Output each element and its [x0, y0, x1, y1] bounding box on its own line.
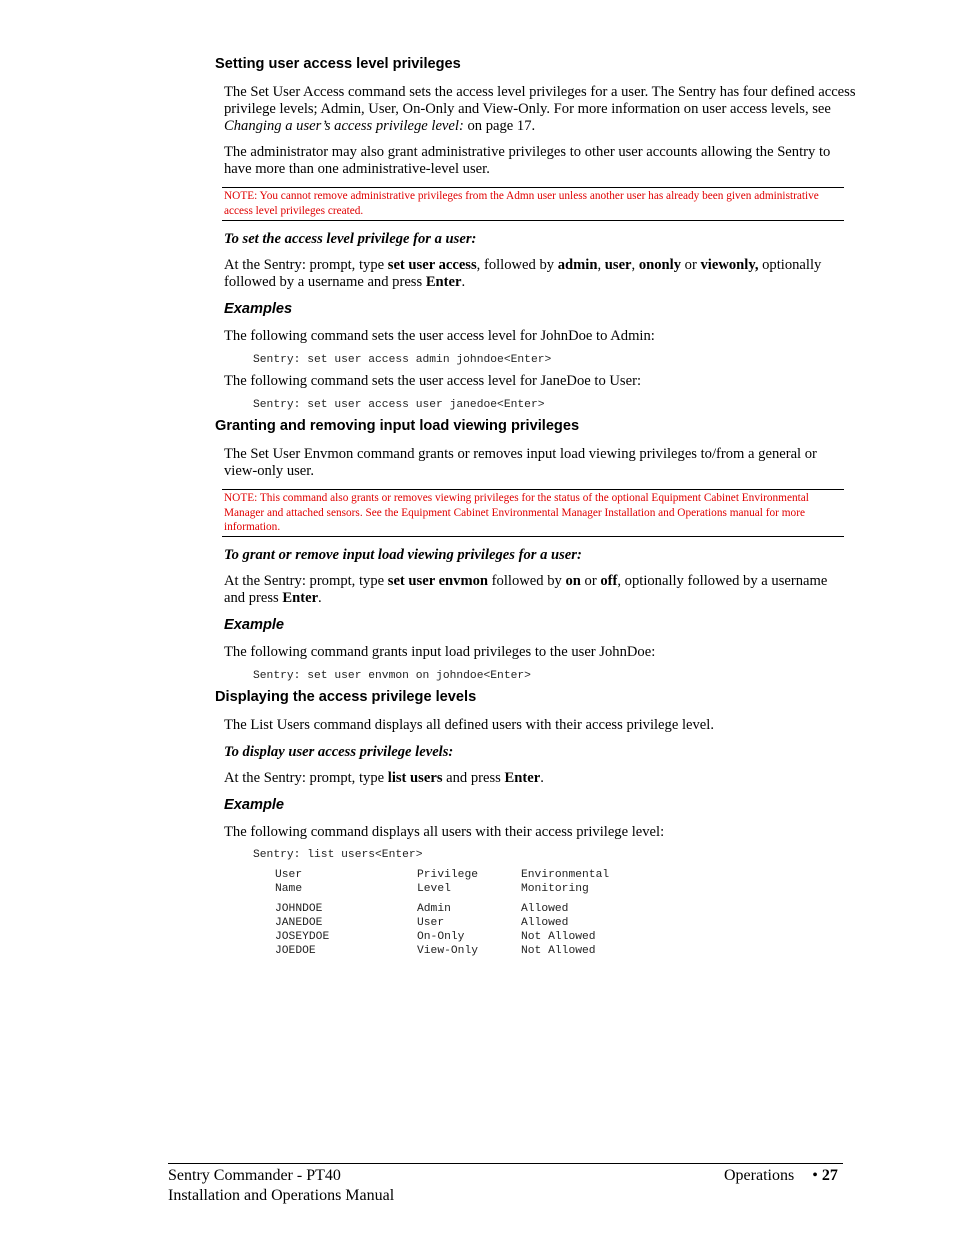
- table-cell: Admin: [417, 902, 451, 915]
- text-run: and press: [442, 770, 505, 786]
- table-cell: JOHNDOE: [275, 902, 323, 915]
- footer-section-name: Operations: [724, 1167, 795, 1184]
- key-name: Enter: [504, 770, 541, 786]
- text-run: .: [461, 274, 466, 290]
- cross-reference-link[interactable]: Changing a user’s access privilege level:: [224, 118, 464, 134]
- command-text: viewonly,: [700, 257, 759, 273]
- paragraph: The Set User Envmon command grants or removes input load viewing privileges to/from a general or view-only user.: [224, 446, 817, 479]
- page-number: 27: [821, 1167, 838, 1184]
- command-text: list users: [387, 770, 443, 786]
- command-text: off: [600, 573, 618, 589]
- example-heading: Example: [224, 617, 285, 633]
- table-header-row: [275, 868, 631, 882]
- code-example: Sentry: set user access admin johndoe<Enter>: [253, 354, 552, 366]
- text-run: At the Sentry: prompt, type: [224, 770, 388, 786]
- table-cell: On-Only: [417, 931, 465, 944]
- text-run: on page 17.: [463, 118, 536, 134]
- section-heading-input-load: Granting and removing input load viewing privileges: [215, 418, 580, 434]
- table-row: [275, 902, 631, 916]
- column-header: Level: [417, 883, 451, 896]
- column-header: Privilege: [417, 869, 479, 881]
- text-run: or: [580, 573, 601, 589]
- column-header: Name: [275, 883, 303, 896]
- procedure-heading: To set the access level privilege for a user:: [224, 231, 477, 247]
- footer-page-info: [724, 1166, 838, 1186]
- section-heading-access-level: Setting user access level privileges: [215, 56, 461, 72]
- text-run: At the Sentry: prompt, type: [224, 573, 388, 589]
- paragraph: The List Users command displays all defined users with their access privilege level.: [224, 717, 714, 733]
- text-run: , followed by: [476, 257, 558, 273]
- column-header: Environmental: [521, 869, 610, 881]
- footer-manual-title: [168, 1166, 394, 1206]
- table-cell: JOEDOE: [275, 945, 316, 958]
- text-run: .: [318, 590, 322, 606]
- command-text: set user envmon: [387, 573, 489, 589]
- code-example: Sentry: list users<Enter>: [253, 849, 423, 861]
- command-text: set user access: [387, 257, 477, 273]
- text-run: ,: [631, 257, 639, 273]
- table-row: [275, 930, 631, 944]
- text-run: followed by: [488, 573, 566, 589]
- procedure-heading: To grant or remove input load viewing privileges for a user:: [224, 547, 582, 563]
- note-box: NOTE: This command also grants or removes viewing privileges for the status of the optional Equipment Cabinet Environmental Manager and attached sensors. See the Equipment Cabinet Environmental Manager Installation and Operations manual for more information.: [222, 489, 844, 537]
- procedure-step: [224, 257, 849, 291]
- examples-heading: Examples: [224, 301, 293, 317]
- example-description: The following command sets the user access level for JohnDoe to Admin:: [224, 328, 655, 344]
- table-cell: Not Allowed: [521, 945, 596, 958]
- table-cell: Allowed: [521, 916, 569, 929]
- example-description: The following command displays all users with their access privilege level:: [224, 824, 665, 840]
- paragraph: [224, 84, 869, 135]
- table-cell: JANEDOE: [275, 916, 323, 929]
- command-text: on: [565, 573, 581, 589]
- table-header-row: [275, 882, 631, 896]
- text-run: At the Sentry: prompt, type: [224, 257, 388, 273]
- table-row: [275, 916, 631, 930]
- procedure-step: [224, 573, 849, 607]
- table-cell: View-Only: [417, 945, 479, 958]
- example-heading: Example: [224, 797, 285, 813]
- table-cell: Allowed: [521, 902, 569, 915]
- note-box: NOTE: You cannot remove administrative privileges from the Admn user unless another user has already been given administrative access level privileges created.: [222, 187, 844, 221]
- footer-divider: [168, 1163, 843, 1164]
- text-run: The Set User Access command sets the access level privileges for a user. The Sentry has four defined access privilege levels; Admin, User, On-Only and View-Only. For more information on user access levels, see: [224, 84, 856, 117]
- user-list-output: [275, 868, 631, 959]
- text-run: .: [540, 770, 544, 786]
- example-description: The following command grants input load privileges to the user JohnDoe:: [224, 644, 656, 660]
- code-example: Sentry: set user access user janedoe<Enter>: [253, 399, 545, 411]
- text-run: or: [681, 257, 701, 273]
- command-text: user: [604, 257, 632, 273]
- key-name: Enter: [425, 274, 462, 290]
- footer-title-line: Installation and Operations Manual: [168, 1187, 395, 1204]
- code-example: Sentry: set user envmon on johndoe<Enter>: [253, 670, 531, 682]
- example-description: The following command sets the user access level for JaneDoe to User:: [224, 373, 642, 389]
- section-heading-display-levels: Displaying the access privilege levels: [215, 689, 477, 705]
- command-text: ononly: [638, 257, 682, 273]
- text-run: optionally followed by a username and press: [224, 257, 822, 290]
- column-header: User: [275, 869, 303, 881]
- table-cell: Not Allowed: [521, 931, 596, 944]
- text-run: ,: [597, 257, 605, 273]
- table-cell: JOSEYDOE: [275, 931, 330, 944]
- table-cell: User: [417, 916, 445, 929]
- column-header: Monitoring: [521, 883, 589, 896]
- procedure-step: [224, 770, 869, 787]
- bullet-icon: •: [812, 1167, 818, 1184]
- table-row: [275, 944, 631, 958]
- paragraph: The administrator may also grant administrative privileges to other user accounts allowing the Sentry to have more than one administrative-level user.: [224, 144, 831, 177]
- procedure-heading: To display user access privilege levels:: [224, 744, 454, 760]
- text-run: , optionally followed by a username and press: [224, 573, 828, 606]
- command-text: admin: [557, 257, 598, 273]
- footer-title-line: Sentry Commander - PT40: [168, 1167, 341, 1184]
- key-name: Enter: [282, 590, 319, 606]
